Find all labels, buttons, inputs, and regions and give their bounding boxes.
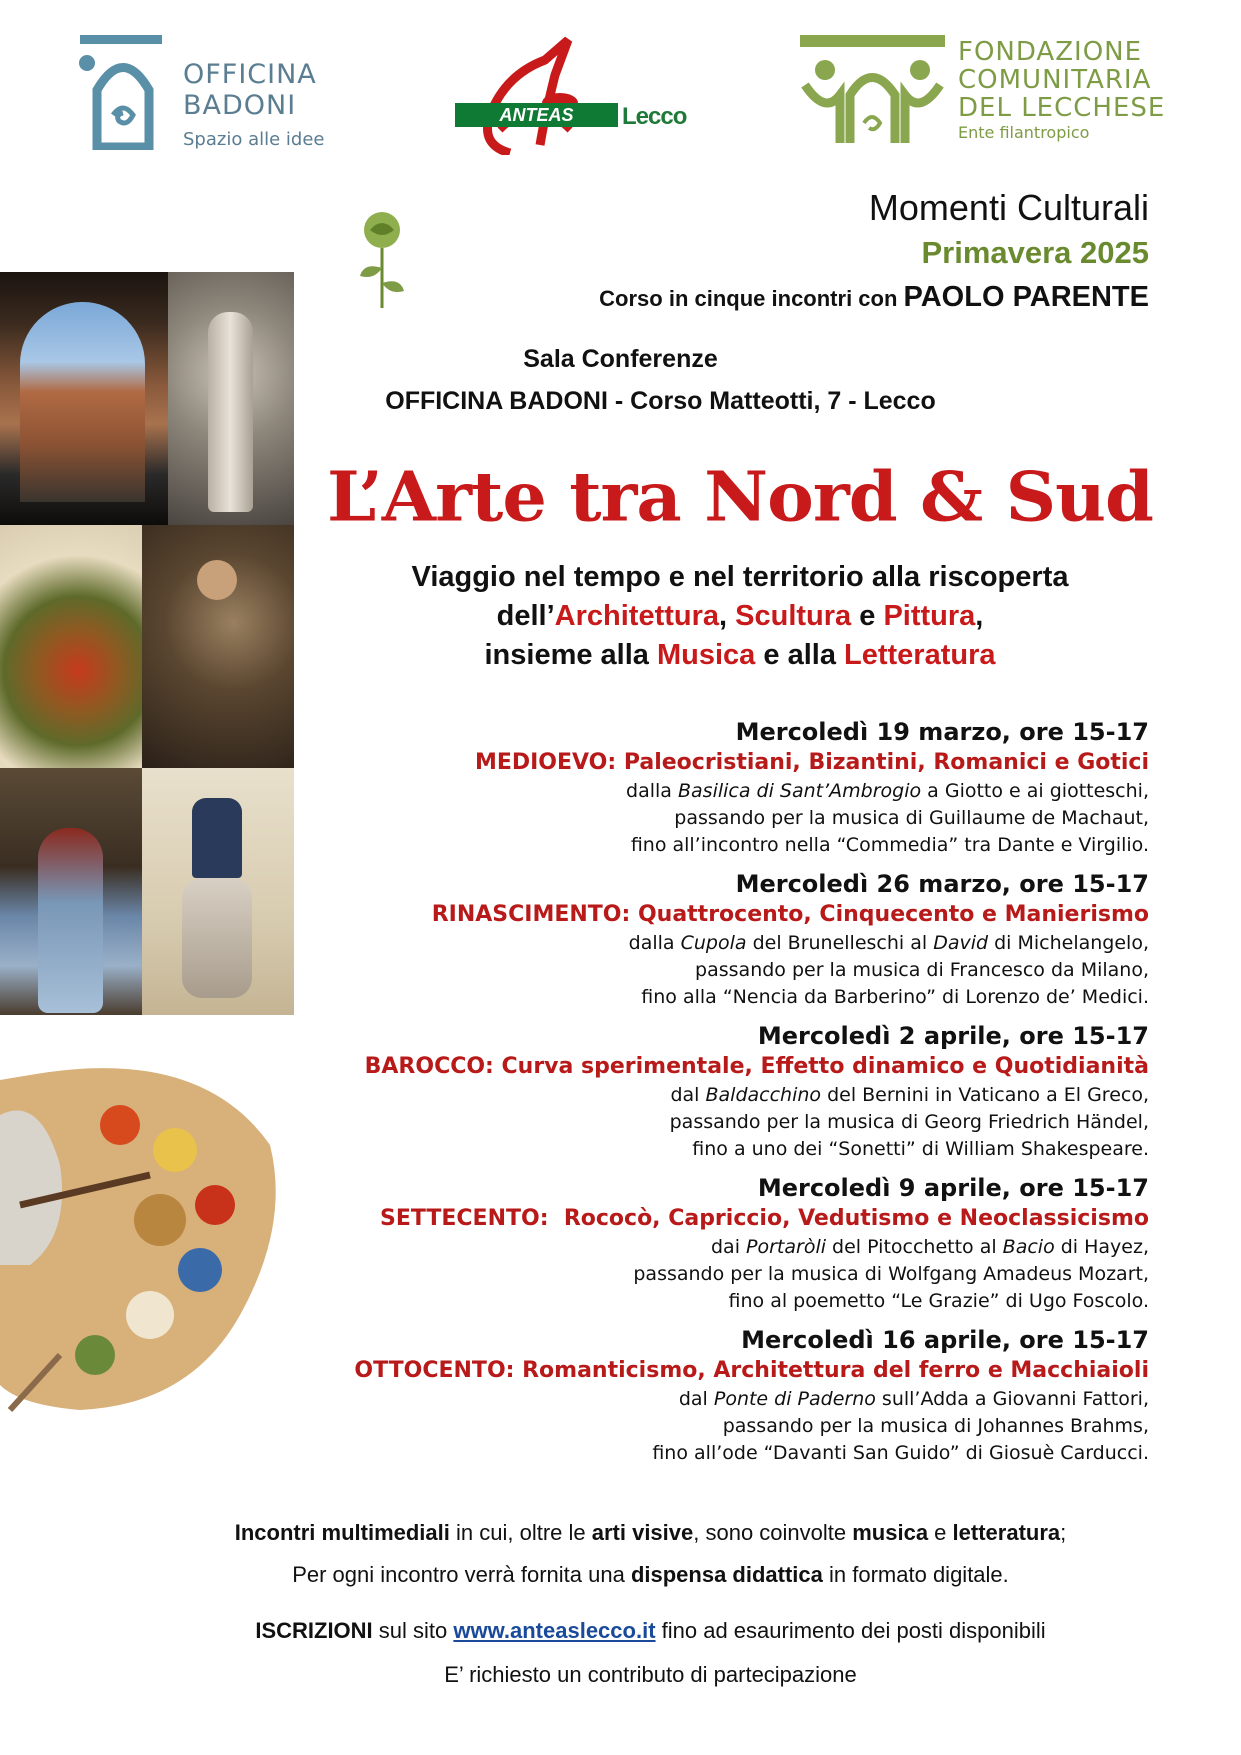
text: dalla bbox=[626, 780, 678, 802]
anteas-lecco-logo bbox=[450, 35, 695, 155]
subtitle-text: insieme alla bbox=[484, 639, 657, 671]
text: sul sito bbox=[372, 1618, 454, 1643]
subtitle-literature: Letteratura bbox=[844, 639, 996, 671]
event-item bbox=[289, 1173, 1149, 1315]
officina-badoni-logo bbox=[75, 35, 365, 155]
website-link[interactable]: www.anteaslecco.it bbox=[453, 1618, 656, 1643]
event-theme: RINASCIMENTO: Quattrocento, Cinquecento e Manierismo bbox=[431, 902, 1149, 927]
text: dal bbox=[670, 1084, 706, 1106]
artwork-title: Cupola bbox=[680, 932, 747, 954]
event-line2: passando per la musica di Wolfgang Amadeus Mozart, bbox=[633, 1263, 1149, 1285]
event-date: Mercoledì 9 aprile, ore 15-17 bbox=[757, 1174, 1149, 1202]
text: del Brunelleschi al bbox=[746, 932, 934, 954]
text: fino ad esaurimento dei posti disponibili bbox=[655, 1618, 1046, 1643]
fondazione-line3: DEL LECCHESE bbox=[958, 93, 1166, 123]
rose-icon bbox=[352, 208, 412, 313]
footer-contribution: E’ richiesto un contributo di partecipazione bbox=[444, 1662, 857, 1687]
course-prefix: Corso in cinque incontri con bbox=[599, 286, 898, 311]
officina-arch-icon bbox=[75, 35, 175, 150]
event-theme: MEDIOEVO: Paleocristiani, Bizantini, Romanici e Gotici bbox=[474, 750, 1149, 775]
subtitle-painting: Pittura bbox=[883, 600, 976, 632]
fondazione-logo bbox=[800, 35, 1220, 150]
text: arti visive bbox=[591, 1520, 694, 1545]
subtitle-sculpture: Scultura bbox=[735, 600, 852, 632]
event-theme: OTTOCENTO: Romanticismo, Architettura del ferro e Macchiaioli bbox=[354, 1358, 1149, 1383]
artwork-title: David bbox=[933, 932, 989, 954]
subtitle-music: Musica bbox=[657, 639, 756, 671]
main-title: L’Arte tra Nord & Sud bbox=[326, 455, 1153, 538]
text: letteratura bbox=[952, 1520, 1061, 1545]
text: musica bbox=[852, 1520, 929, 1545]
text: ; bbox=[1060, 1520, 1067, 1545]
event-line1 bbox=[289, 930, 1149, 957]
artwork-title: Ponte di Paderno bbox=[713, 1388, 876, 1410]
event-date: Mercoledì 26 marzo, ore 15-17 bbox=[735, 870, 1149, 898]
text: dispensa didattica bbox=[630, 1562, 823, 1587]
text: dai bbox=[711, 1236, 747, 1258]
officina-tagline: Spazio alle idee bbox=[183, 129, 325, 150]
fondazione-line2: COMUNITARIA bbox=[958, 65, 1152, 95]
text: e bbox=[928, 1520, 953, 1545]
event-line1 bbox=[289, 1386, 1149, 1413]
subtitle-text: e alla bbox=[755, 639, 844, 671]
event-line2: passando per la musica di Johannes Brahms, bbox=[722, 1415, 1149, 1437]
fondazione-line1: FONDAZIONE bbox=[958, 37, 1143, 67]
text: di Michelangelo, bbox=[988, 932, 1149, 954]
text: del Pitocchetto al bbox=[826, 1236, 1003, 1258]
event-line3: fino all’incontro nella “Commedia” tra Dante e Virgilio. bbox=[630, 834, 1149, 856]
anteas-a-icon bbox=[450, 35, 630, 155]
artwork-title: Bacio bbox=[1002, 1236, 1055, 1258]
event-line3: fino a uno dei “Sonetti” di William Shakespeare. bbox=[692, 1138, 1149, 1160]
event-theme: SETTECENTO: Rococò, Capriccio, Vedutismo e Neoclassicismo bbox=[379, 1206, 1149, 1231]
event-line1 bbox=[289, 778, 1149, 805]
series-title: Momenti Culturali bbox=[868, 187, 1149, 228]
teacher-name: PAOLO PARENTE bbox=[903, 281, 1149, 313]
fondazione-arches-icon bbox=[800, 35, 945, 145]
subtitle-text: dell’ bbox=[496, 600, 555, 632]
event-item bbox=[289, 1325, 1149, 1467]
text: in formato digitale. bbox=[822, 1562, 1009, 1587]
text: , sono coinvolte bbox=[693, 1520, 853, 1545]
text: dal bbox=[678, 1388, 714, 1410]
text: in cui, oltre le bbox=[449, 1520, 592, 1545]
painter-palette-image bbox=[0, 1055, 290, 1420]
event-line2: passando per la musica di Francesco da Milano, bbox=[695, 959, 1149, 981]
event-line3: fino alla “Nencia da Barberino” di Lorenzo de’ Medici. bbox=[641, 986, 1149, 1008]
event-line1 bbox=[289, 1082, 1149, 1109]
text: dalla bbox=[628, 932, 681, 954]
events-list bbox=[289, 717, 1149, 1477]
anteas-name: ANTEAS bbox=[455, 103, 618, 127]
venue-address: OFFICINA BADONI - Corso Matteotti, 7 - Lecco bbox=[385, 387, 936, 415]
season-label: Primavera 2025 bbox=[921, 235, 1149, 270]
subtitle-text: , bbox=[719, 600, 736, 632]
subtitle-line3 bbox=[300, 636, 1180, 675]
event-line2: passando per la musica di Guillaume de Machaut, bbox=[674, 807, 1149, 829]
text: sull’Adda a Giovanni Fattori, bbox=[875, 1388, 1149, 1410]
text: Per ogni incontro verrà fornita una bbox=[292, 1562, 631, 1587]
text: a Giotto e ai giotteschi, bbox=[921, 780, 1149, 802]
event-theme: BAROCCO: Curva sperimentale, Effetto dinamico e Quotidianità bbox=[364, 1054, 1149, 1079]
text: Incontri multimediali bbox=[234, 1520, 450, 1545]
text: del Bernini in Vaticano a El Greco, bbox=[821, 1084, 1149, 1106]
subtitle-line1: Viaggio nel tempo e nel territorio alla riscoperta bbox=[411, 561, 1069, 593]
text: di Hayez, bbox=[1054, 1236, 1149, 1258]
footer-handout bbox=[0, 1562, 1241, 1588]
event-line1 bbox=[289, 1234, 1149, 1261]
subtitle-architecture: Architettura bbox=[554, 600, 720, 632]
fruit-basket-image bbox=[0, 525, 142, 768]
artwork-title: Baldacchino bbox=[705, 1084, 822, 1106]
event-date: Mercoledì 2 aprile, ore 15-17 bbox=[757, 1022, 1149, 1050]
subtitle-text: , bbox=[975, 600, 984, 632]
event-date: Mercoledì 16 aprile, ore 15-17 bbox=[741, 1326, 1149, 1354]
fondazione-tagline: Ente filantropico bbox=[958, 123, 1090, 142]
event-line2: passando per la musica di Georg Friedrich Händel, bbox=[669, 1111, 1149, 1133]
event-date: Mercoledì 19 marzo, ore 15-17 bbox=[735, 718, 1149, 746]
anteas-city: Lecco bbox=[622, 103, 687, 130]
fattori-soldier-image bbox=[142, 768, 294, 1015]
officina-line1: OFFICINA bbox=[183, 59, 317, 90]
bacio-hayez-image bbox=[0, 768, 142, 1015]
event-line3: fino al poemetto “Le Grazie” di Ugo Foscolo. bbox=[728, 1290, 1149, 1312]
subtitle bbox=[300, 558, 1180, 675]
course-line bbox=[599, 281, 1149, 314]
footer-multimedia bbox=[0, 1520, 1241, 1546]
subtitle-text: e bbox=[851, 600, 884, 632]
text: ISCRIZIONI bbox=[255, 1618, 373, 1643]
event-line3: fino all’ode “Davanti San Guido” di Giosuè Carducci. bbox=[652, 1442, 1149, 1464]
portarolo-image bbox=[142, 525, 294, 768]
venue-room: Sala Conferenze bbox=[523, 345, 718, 373]
artwork-title: Portaròli bbox=[746, 1236, 827, 1258]
subtitle-line2 bbox=[300, 597, 1180, 636]
officina-line2: BADONI bbox=[183, 90, 297, 121]
event-item bbox=[289, 717, 1149, 859]
event-item bbox=[289, 1021, 1149, 1163]
artwork-title: Basilica di Sant’Ambrogio bbox=[678, 780, 922, 802]
event-item bbox=[289, 869, 1149, 1011]
footer-registration bbox=[0, 1618, 1241, 1644]
